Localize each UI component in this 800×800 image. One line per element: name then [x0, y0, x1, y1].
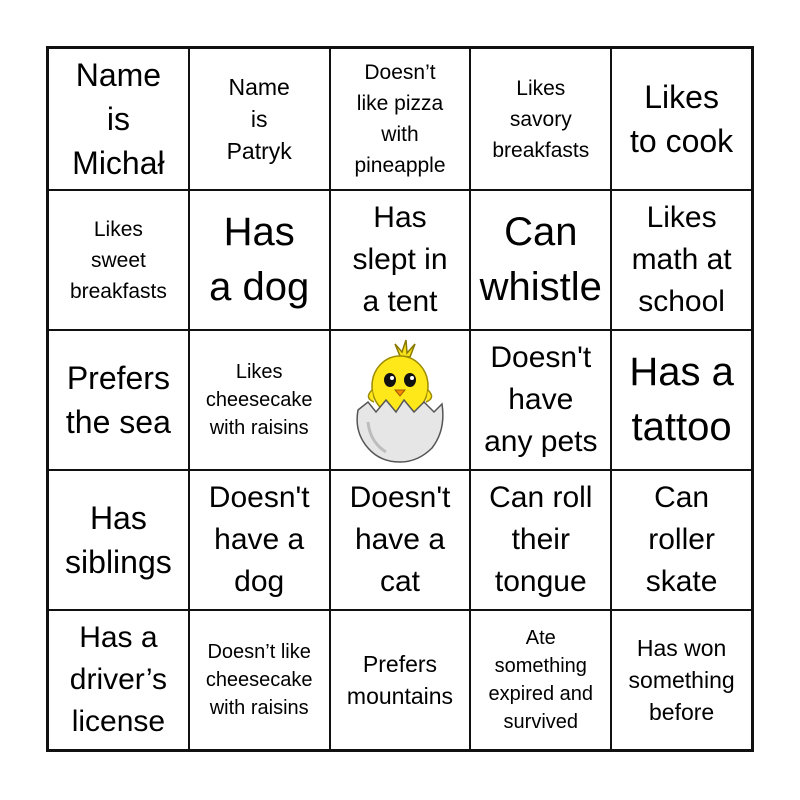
bingo-cell[interactable]: Has won something before — [611, 610, 752, 750]
bingo-cell[interactable]: Doesn't have any pets — [470, 330, 611, 470]
bingo-cell[interactable]: Prefers mountains — [330, 610, 471, 750]
bingo-cell[interactable]: Has a driver’s license — [48, 610, 189, 750]
bingo-cell[interactable]: Likes to cook — [611, 48, 752, 190]
bingo-cell[interactable]: Has siblings — [48, 470, 189, 610]
bingo-board — [46, 46, 754, 752]
bingo-cell[interactable]: Has a tattoo — [611, 330, 752, 470]
bingo-cell[interactable]: Likes cheesecake with raisins — [189, 330, 330, 470]
chick-in-egg-icon — [340, 338, 460, 463]
bingo-cell[interactable]: Doesn't have a cat — [330, 470, 471, 610]
bingo-cell[interactable]: Can roll their tongue — [470, 470, 611, 610]
bingo-cell[interactable]: Doesn’t like pizza with pineapple — [330, 48, 471, 190]
free-space[interactable] — [330, 330, 471, 470]
bingo-cell[interactable]: Ate something expired and survived — [470, 610, 611, 750]
bingo-cell[interactable]: Likes math at school — [611, 190, 752, 330]
bingo-cell[interactable]: Prefers the sea — [48, 330, 189, 470]
bingo-cell[interactable]: Name is Michał — [48, 48, 189, 190]
bingo-cell[interactable]: Can whistle — [470, 190, 611, 330]
bingo-cell[interactable]: Likes sweet breakfasts — [48, 190, 189, 330]
bingo-cell[interactable]: Likes savory breakfasts — [470, 48, 611, 190]
bingo-cell[interactable]: Has slept in a tent — [330, 190, 471, 330]
bingo-cell[interactable]: Has a dog — [189, 190, 330, 330]
bingo-cell[interactable]: Doesn't have a dog — [189, 470, 330, 610]
bingo-cell[interactable]: Can roller skate — [611, 470, 752, 610]
bingo-cell[interactable]: Name is Patryk — [189, 48, 330, 190]
bingo-cell[interactable]: Doesn’t like cheesecake with raisins — [189, 610, 330, 750]
